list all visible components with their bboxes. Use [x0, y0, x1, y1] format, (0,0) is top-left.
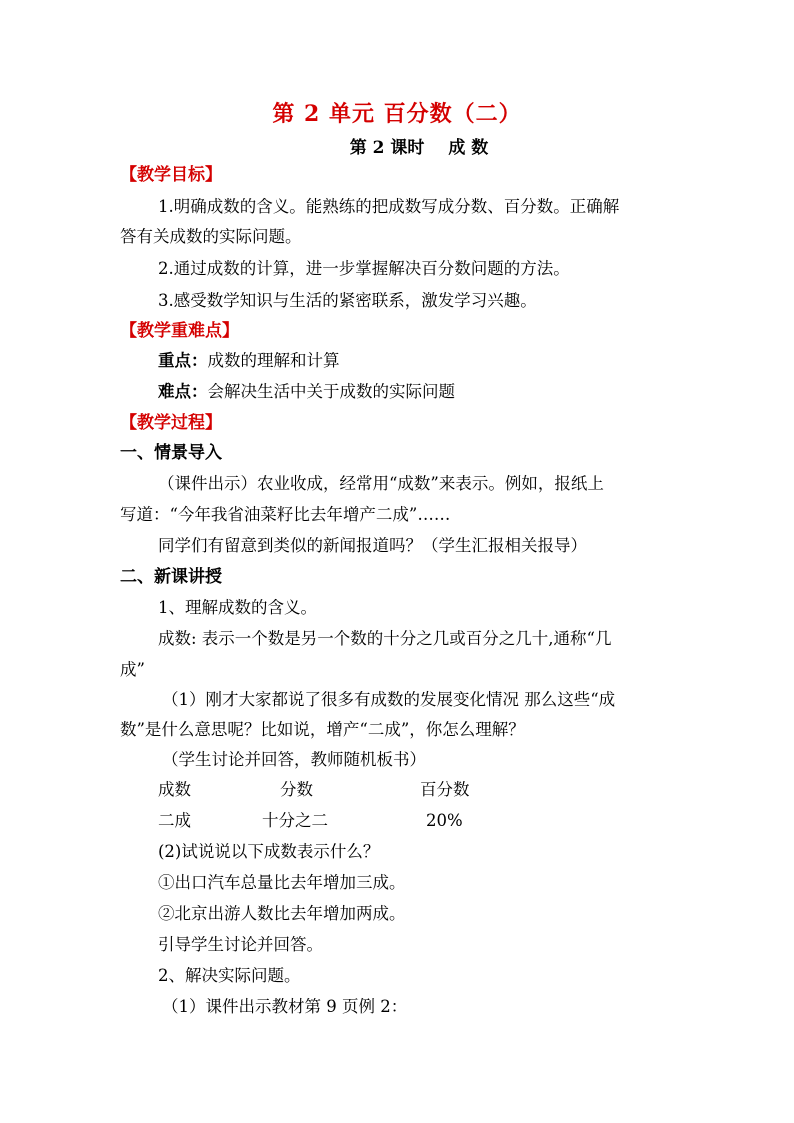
intro-line-3: 同学们有留意到类似的新闻报道吗？（学生汇报相关报导） — [158, 536, 587, 555]
definition-line-1: 成数: 表示一个数是另一个数的十分之几或百分之几十,通称“几 — [158, 629, 612, 648]
lesson-topic: 成 数 — [448, 138, 489, 158]
lesson-subtitle — [0, 133, 794, 158]
table-header-chengshu: 成数 — [158, 780, 191, 799]
question-2-item-2: ②北京出游人数比去年增加两成。 — [158, 904, 406, 923]
section-key-heading: 【教学重难点】 — [120, 321, 239, 341]
hard-point-label: 难点： — [158, 382, 208, 401]
table-header-baifenshu: 百分数 — [420, 780, 470, 799]
step-2: 2、解决实际问题。 — [158, 966, 301, 985]
key-point — [158, 350, 340, 372]
question-1-line-2: 数”是什么意思呢？比如说，增产“二成”，你怎么理解？ — [120, 720, 525, 739]
part-2-heading: 二、新课讲授 — [120, 567, 222, 587]
part-1-heading: 一、情景导入 — [120, 443, 222, 463]
section-process-heading: 【教学过程】 — [120, 413, 222, 433]
table-cell-chengshu: 二成 — [158, 811, 191, 830]
question-1-line-3: （学生讨论并回答，教师随机板书） — [162, 750, 426, 769]
intro-line-2: 写道：“今年我省油菜籽比去年增产二成”…… — [120, 505, 451, 524]
key-point-label: 重点： — [158, 351, 208, 370]
table-cell-baifenshu: 20% — [426, 811, 463, 830]
goal-3: 3.感受数学知识与生活的紧密联系，激发学习兴趣。 — [158, 291, 537, 310]
step-2-1: （1）课件出示教材第 9 页例 2： — [162, 997, 408, 1016]
table-header-fenshu: 分数 — [280, 780, 313, 799]
hard-point-text: 会解决生活中关于成数的实际问题 — [207, 382, 455, 401]
lesson-number: 第 2 课时 — [349, 138, 425, 158]
question-2-guide: 引导学生讨论并回答。 — [158, 935, 323, 954]
key-point-text: 成数的理解和计算 — [207, 351, 340, 370]
question-2: (2)试说说以下成数表示什么？ — [158, 842, 380, 861]
goal-1-line-2: 答有关成数的实际问题。 — [120, 227, 302, 246]
definition-line-2: 成” — [120, 660, 145, 679]
intro-line-1: （课件出示）农业收成，经常用“成数”来表示。例如，报纸上 — [158, 474, 604, 493]
section-goals-heading: 【教学目标】 — [120, 165, 222, 185]
hard-point — [158, 381, 455, 403]
step-1: 1、理解成数的含义。 — [158, 598, 317, 617]
goal-2: 2.通过成数的计算，进一步掌握解决百分数问题的方法。 — [158, 259, 570, 278]
table-cell-fenshu: 十分之二 — [262, 811, 328, 830]
question-2-item-1: ①出口汽车总量比去年增加三成。 — [158, 873, 406, 892]
question-1-line-1: （1）刚才大家都说了很多有成数的发展变化情况 那么这些“成 — [162, 690, 616, 709]
goal-1-line-1: 1.明确成数的含义。能熟练的把成数写成分数、百分数。正确解 — [158, 197, 620, 216]
page-title: 第 2 单元 百分数（二） — [272, 101, 522, 127]
